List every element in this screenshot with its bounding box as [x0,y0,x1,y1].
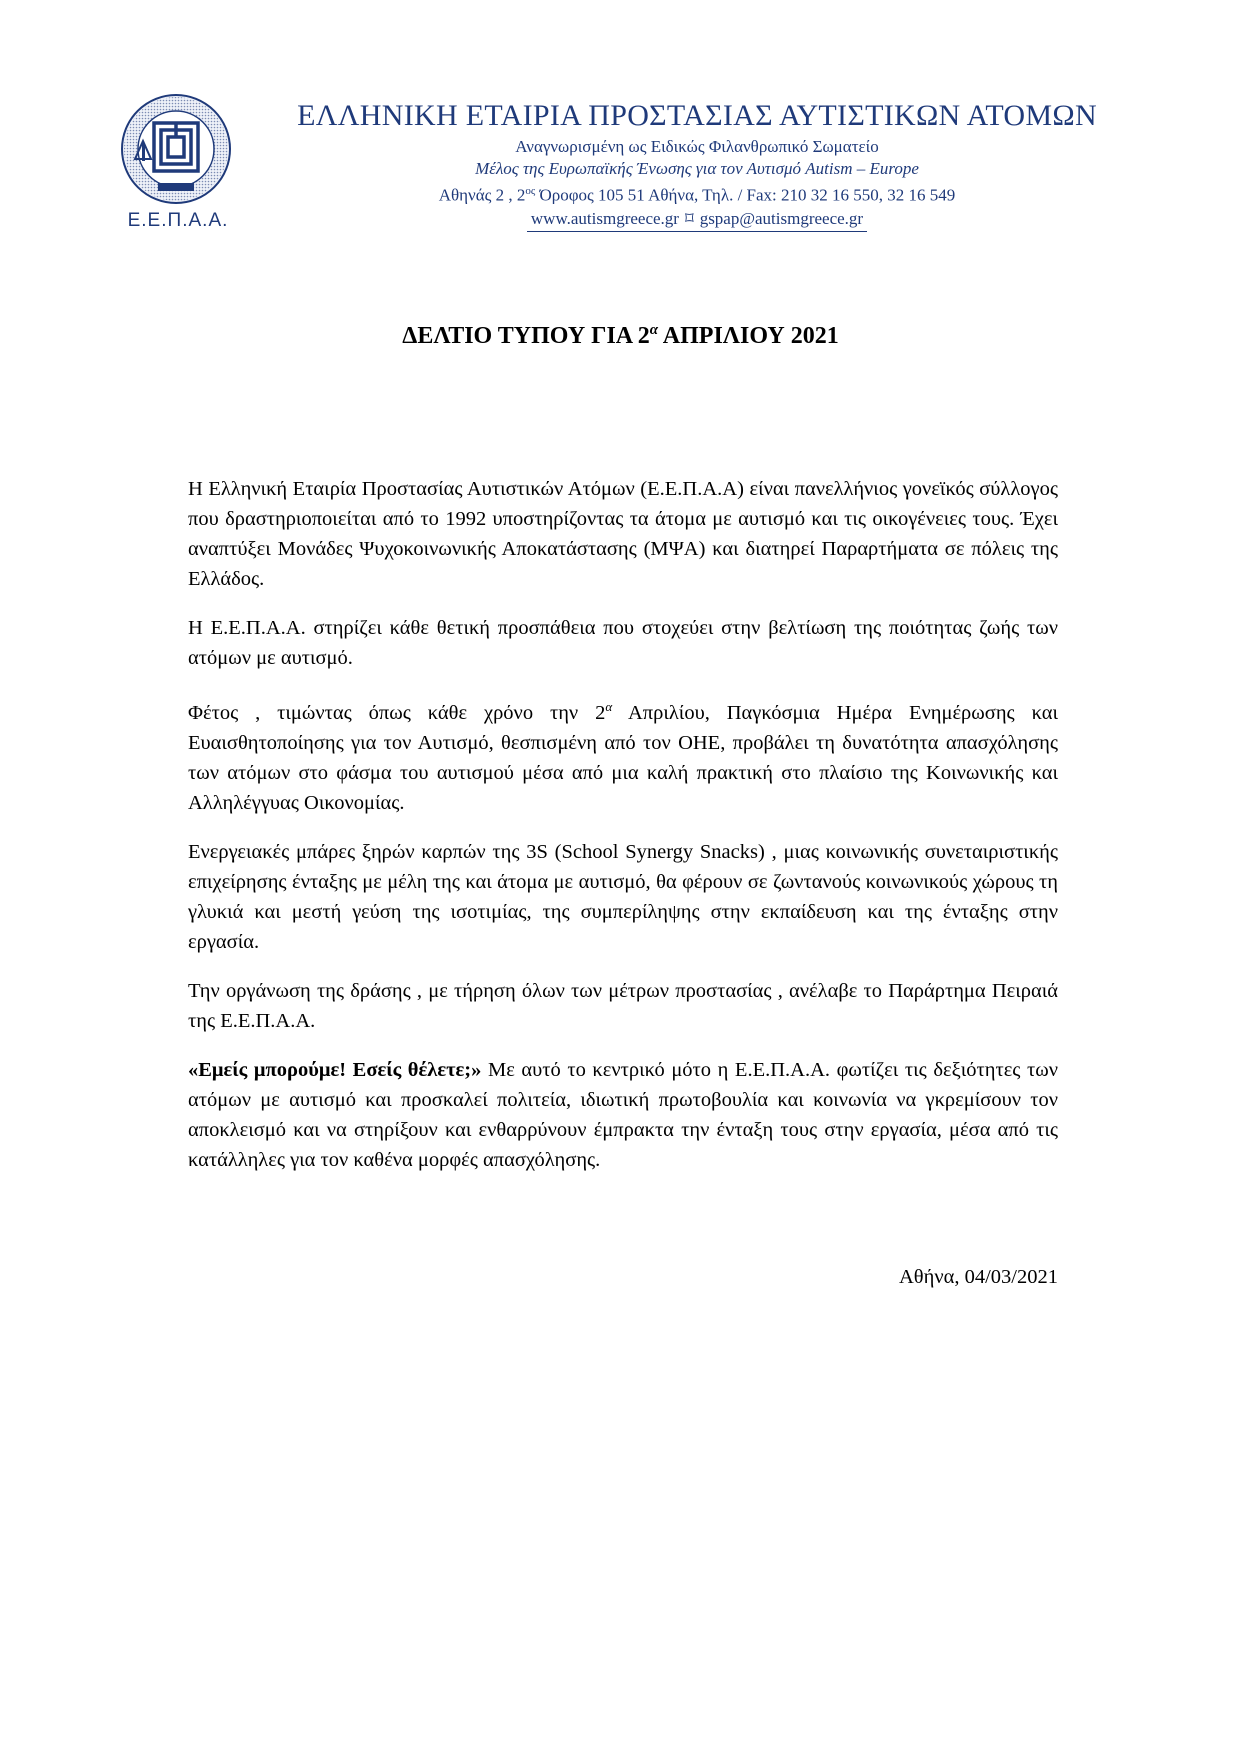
dateline: Αθήνα, 04/03/2021 [899,1266,1058,1288]
motto: «Εμείς μπορούμε! Εσείς θέλετε;» [188,1058,482,1081]
recognition-line: Αναγνωρισμένη ως Ειδικώς Φιλανθρωπικό Σωματείο [515,137,879,156]
title-start: ΔΕΛΤΙΟ ΤΥΠΟΥ ΓΙΑ 2 [402,323,650,349]
paragraph-1: Η Ελληνική Εταιρία Προστασίας Αυτιστικών Ατόμων (Ε.Ε.Π.Α.Α) είναι πανελλήνιος γονεϊκός σύλλογος που δραστηριοποιείται από το 1992 υποστηρίζοντας τα άτομα με αυτισμό και τις οικογένειες τους. Έχει αναπτύξει Μονάδες Ψυχοκοινωνικής Αποκατάστασης (ΜΨΑ) και διατηρεί Παραρτήματα σε πόλεις της Ελλάδος. [188,478,1058,590]
press-release-body [188,474,1058,1194]
title-end: ΑΠΡΙΛΙΟΥ 2021 [658,323,839,349]
paragraph-3-start: Φέτος , τιμώντας όπως κάθε χρόνο την 2 [188,701,606,724]
address-rest: Όροφος 105 51 Αθήνα, Τηλ. / Fax: 210 32 16 550, 32 16 549 [535,185,956,205]
address-start: Αθηνάς 2 , 2 [438,185,526,205]
paragraph-3 [188,692,1058,818]
address-superscript: ος [525,185,536,197]
contact-line [527,208,867,232]
website-link[interactable]: www.autismgreece.gr [530,208,679,228]
separator-icon: ⌑ [684,208,694,228]
membership-line: Μέλος της Ευρωπαϊκής Ένωσης για τον Αυτισμό Autism – Europe [475,159,919,178]
paragraph-3-superscript: α [605,699,613,714]
email-link[interactable]: gspap@autismgreece.gr [699,208,864,228]
letterhead [262,96,1132,232]
paragraph-2: Η Ε.Ε.Π.Α.Α. στηρίζει κάθε θετική προσπάθεια που στοχεύει στην βελτίωση της ποιότητας ζωής των ατόμων με αυτισμό. [188,617,1058,669]
paragraph-4: Ενεργειακές μπάρες ξηρών καρπών της 3S (School Synergy Snacks) , μιας κοινωνικής συνεταιριστικής επιχείρησης ένταξης με μέλη της και άτομα με αυτισμό, θα φέρουν σε ζωντανούς κοινωνικούς χώρους τη γλυκιά και μεστή γεύση της ισοτιμίας, της συμπερίληψης στην εκπαίδευση και της ένταξης στην εργασία. [188,840,1058,953]
paragraph-5: Την οργάνωση της δράσης , με τήρηση όλων των μέτρων προστασίας , ανέλαβε το Παράρτημα Πειραιά της Ε.Ε.Π.Α.Α. [188,979,1058,1032]
logo-abbreviation: Ε.Ε.Π.Α.Α. [127,210,229,231]
paragraph-6 [188,1055,1058,1175]
paragraph-6-rest: Με αυτό το κεντρικό μότο η Ε.Ε.Π.Α.Α. φωτίζει τις δεξιότητες των ατόμων με αυτισμό και προσκαλεί πολιτεία, ιδιωτική πρωτοβουλία και κοινωνία να γκρεμίσουν τον αποκλεισμό και να στηρίξουν και ενθαρρύνουν έμπρακτα την ένταξη τους στην εργασία, μέσα από τις κατάλληλες για τον καθένα μορφές απασχόλησης. [188,1058,1058,1171]
document-title [0,322,1241,350]
epaa-seal-logo [120,93,232,205]
organization-name: ΕΛΛΗΝΙΚΗ ΕΤΑΙΡΙΑ ΠΡΟΣΤΑΣΙΑΣ ΑΥΤΙΣΤΙΚΩΝ ΑΤΟΜΩΝ [297,99,1097,132]
paragraph-3-rest: Απριλίου, Παγκόσμια Ημέρα Ενημέρωσης και Ευαισθητοποίησης για τον Αυτισμό, θεσπισμένη από τον ΟΗΕ, προβάλει τη δυνατότητα απασχόλησης των ατόμων στο φάσμα του αυτισμού μέσα από μια καλή πρακτική στο πλαίσιο της Κοινωνικής και Αλληλέγγυας Οικονομίας. [188,701,1058,814]
title-superscript: α [649,322,659,338]
address-line [262,180,1132,207]
